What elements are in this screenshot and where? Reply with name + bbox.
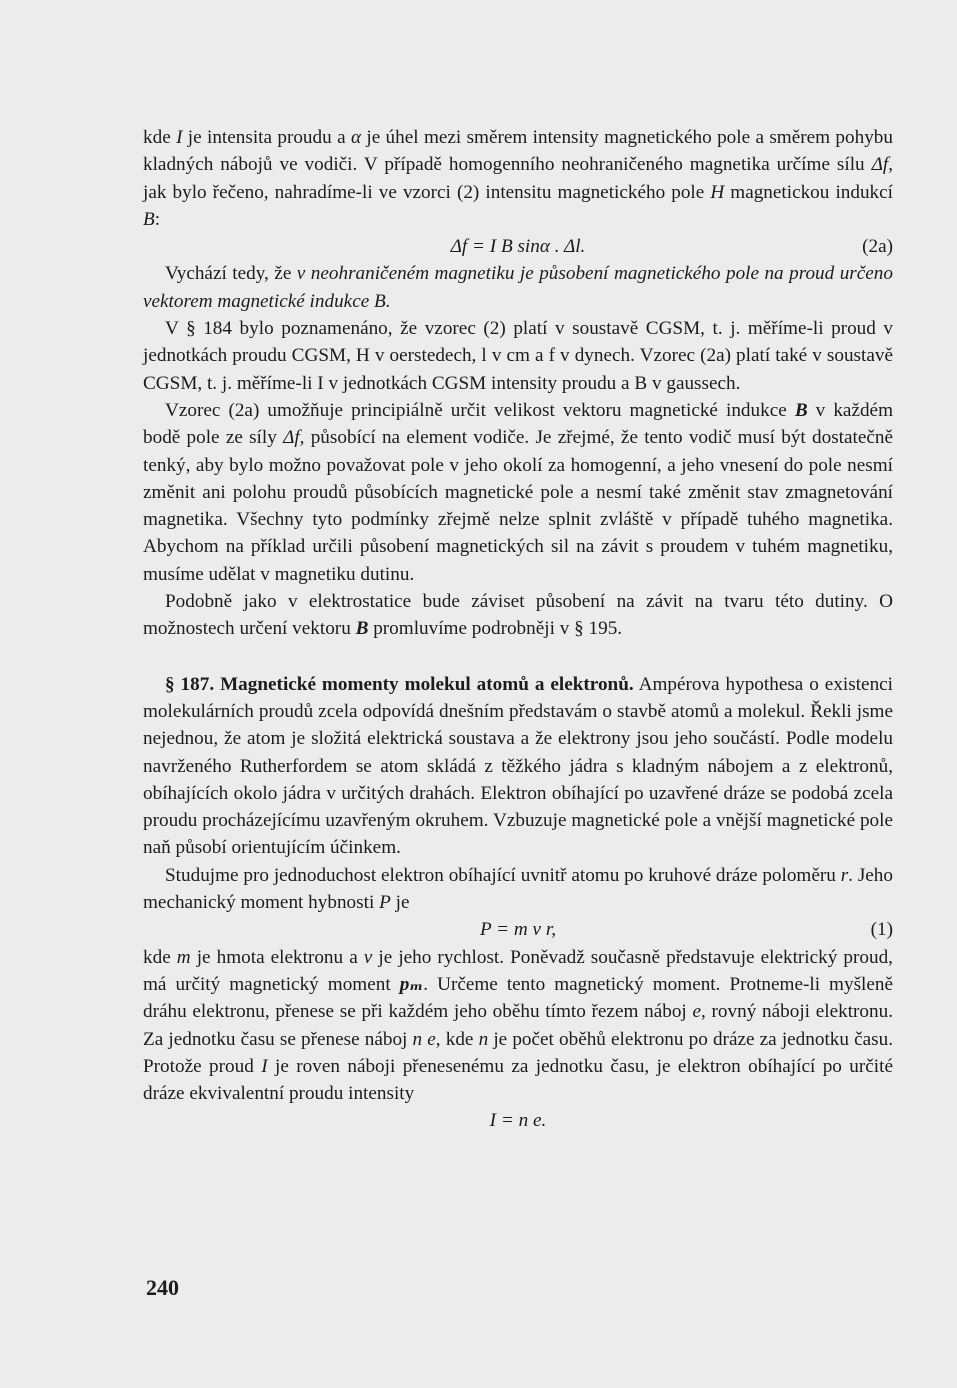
section-heading: § 187. Magnetické momenty molekul atomů a elektronů. <box>165 673 634 695</box>
page-text <box>143 124 893 1135</box>
paragraph-electron-orbit: Studujme pro jednoduchost elektron obíhající uvnitř atomu po kruhové dráze poloměru r. Jeho mechanický moment hybnosti P je <box>143 864 893 914</box>
equation-1: P = m v r, (1) <box>143 916 893 943</box>
paragraph-induction: Vzorec (2a) umožňuje principiálně určit velikost vektoru magnetické indukce B v každém bodě pole ze síly Δf, působící na element vodiče. Je zřejmé, že tento vodič musí být dostatečně tenký, aby bylo možno považovat pole v jeho okolí za homogenní, a jeho vnesení do pole nesmí změnit ani polohu proudů působících magnetické pole a nesmí také změnit stav zmagnetování magnetika. Všechny tyto podmínky zřejmě nelze splnit zvláště v případě tuhého magnetika. Abychom na příklad určili působení magnetických sil na závit s proudem v tuhém magnetiku, musíme udělat v magnetiku dutinu. <box>143 399 893 585</box>
equation-number: (2a) <box>862 236 893 258</box>
equation-2a: Δf = I B sinα . Δl. (2a) <box>143 233 893 260</box>
paragraph-intro: kde I je intensita proudu a α je úhel mezi směrem intensity magnetického pole a směrem pohybu kladných nábojů ve vodiči. V případě homogenního neohraničeného magnetika určíme sílu Δf, jak bylo řečeno, nahradíme-li ve vzorci (2) intensitu magnetického pole H magnetickou indukcí B: <box>143 127 893 230</box>
paragraph-magnetic-moment: kde m je hmota elektronu a v je jeho rychlost. Poněvadž současně představuje elektrický proud, má určitý magnetický moment pₘ. Určeme tento magnetický moment. Protneme-li myšleně dráhu elektronu, přenese se při každém jeho oběhu tímto řezem náboj e, rovný náboji elektronu. Za jednotku času se přenese náboj n e, kde n je počet oběhů elektronu po dráze za jednotku času. Protože proud I je roven náboji přenesenému za jednotku času, je elektron obíhající po určité dráze ekvivalentní proudu intensity <box>143 946 894 1105</box>
page-number: 240 <box>146 1275 179 1300</box>
paragraph-conclusion: Vychází tedy, že v neohraničeném magnetiku je působení magnetického pole na proud určeno vektorem magnetické indukce B. <box>143 263 893 312</box>
equation-current: I = n e. <box>489 1110 547 1132</box>
paragraph-cgsm: V § 184 bylo poznamenáno, že vzorec (2) platí v soustavě CGSM, t. j. měříme-li proud v jednotkách proudu CGSM, H v oerstedech, l v cm a f v dynech. Vzorec (2a) platí také v soustavě CGSM, t. j. měříme-li I v jednotkách CGSM intensity proudu a B v gaussech. <box>143 318 893 394</box>
paragraph-cavity: Podobně jako v elektrostatice bude záviset působení na závit na tvaru této dutiny. O možnostech určení vektoru B promluvíme podrobněji v § 195. <box>143 591 893 640</box>
equation-number: (1) <box>870 919 893 941</box>
section-187: § 187. Magnetické momenty molekul atomů a elektronů. Ampérova hypothesa o existenci molekulárních proudů zcela odpovídá dnešním představám o stavbě atomů a molekul. Řekli jsme nejednou, že atom je složitá elektrická soustava a že elektrony jsou jeho součástí. Podle modelu navrženého Rutherfordem se atom skládá z těžkého jádra s kladným nábojem a z elektronů, obíhajících okolo jádra v určitých drahách. Elektron obíhající po uzavřené dráze se podobá zcela proudu procházejícímu uzavřeným okruhem. Vzbuzuje magnetické pole a vnější magnetické pole naň působí orientujícím účinkem. <box>143 673 894 859</box>
